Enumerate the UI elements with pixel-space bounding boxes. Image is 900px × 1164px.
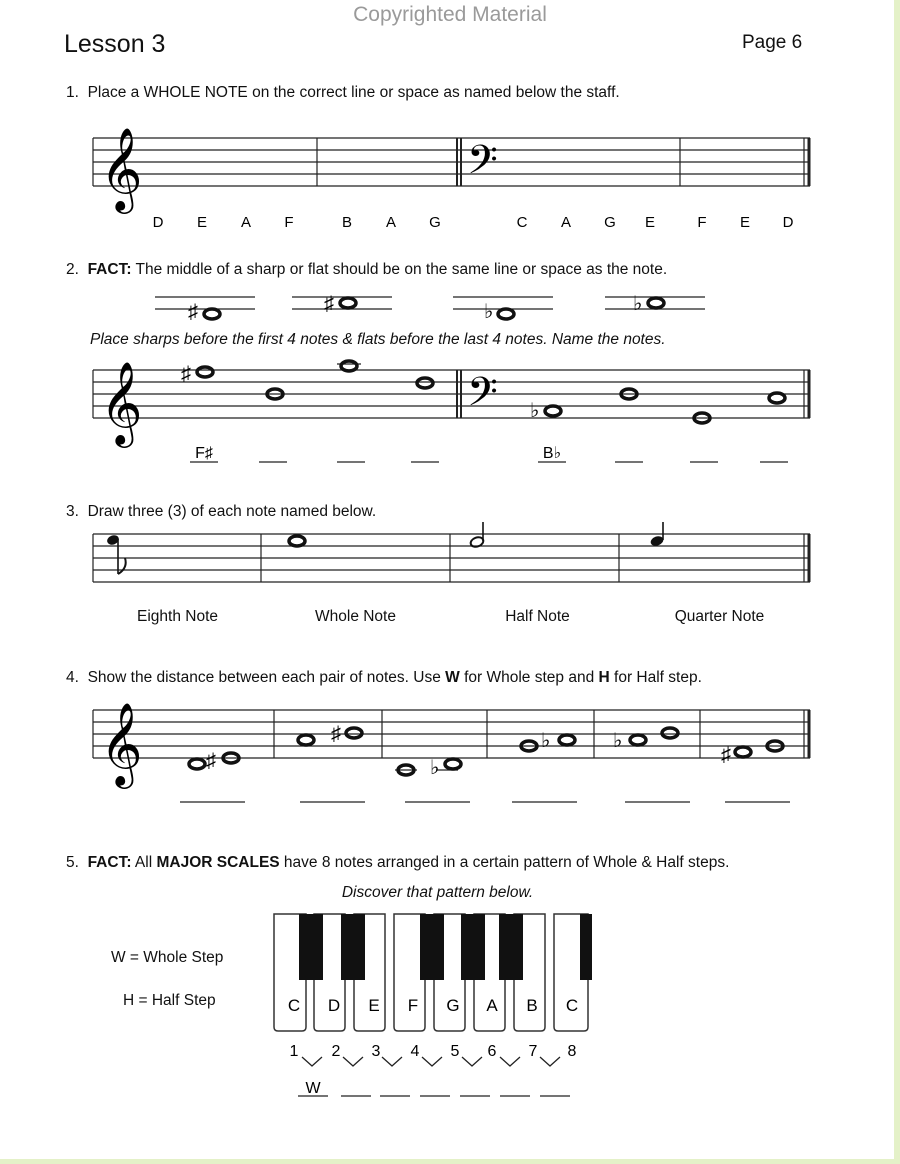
q2-instruction: Place sharps before the first 4 notes & flats before the last 4 notes. Name the notes. — [90, 331, 666, 348]
black-key[interactable] — [299, 914, 323, 980]
quarter-note-icon — [649, 522, 664, 547]
eighth-note-icon — [106, 534, 126, 574]
black-key[interactable] — [341, 914, 365, 980]
q5-text-b: have 8 notes arranged in a certain pattern of Whole & Half steps. — [279, 854, 730, 871]
q3-number: 3. — [66, 503, 79, 520]
scale-degree: 2 — [331, 1043, 341, 1060]
flat-icon: ♭ — [430, 757, 440, 779]
piano-keyboard[interactable] — [268, 910, 603, 1100]
black-key[interactable] — [580, 914, 592, 980]
black-key[interactable] — [499, 914, 523, 980]
q1-letter: E — [644, 214, 656, 231]
q4-staff[interactable] — [85, 695, 820, 810]
flat-icon: ♭ — [530, 400, 540, 422]
q2-fact-label: FACT: — [87, 261, 132, 278]
sharp-icon: ♯ — [721, 744, 731, 766]
flat-icon: ♭ — [541, 730, 551, 752]
q3-instruction — [66, 503, 376, 521]
q1-letter: A — [560, 214, 572, 231]
whole-note-icon — [289, 536, 305, 546]
key-label: A — [486, 996, 498, 1015]
page-edge — [894, 0, 900, 1164]
key-label: F — [407, 996, 419, 1015]
q1-number: 1. — [66, 84, 79, 101]
q2-fact-text: The middle of a sharp or flat should be on the same line or space as the note. — [135, 261, 668, 278]
sharp-icon: ♯ — [331, 723, 341, 745]
q3-text: Draw three (3) of each note named below. — [87, 503, 377, 520]
q4-instruction — [66, 669, 702, 687]
page-edge-bottom — [0, 1159, 900, 1164]
step-marker — [422, 1057, 442, 1066]
q1-letter: E — [196, 214, 208, 231]
q1-letter: C — [516, 214, 528, 231]
q1-letter: G — [604, 214, 616, 231]
sharp-icon: ♯ — [181, 363, 191, 385]
q1-staff[interactable] — [85, 105, 820, 235]
q4-h: H — [598, 669, 610, 686]
q1-letter: A — [240, 214, 252, 231]
scale-degree: 3 — [371, 1043, 381, 1060]
flat-icon: ♭ — [633, 293, 643, 315]
copyright-watermark: Copyrighted Material — [353, 3, 547, 26]
q1-letter: B — [341, 214, 353, 231]
q1-letter: A — [385, 214, 397, 231]
black-key[interactable] — [420, 914, 444, 980]
q3-whole-label: Whole Note — [315, 608, 396, 625]
treble-clef-icon: 𝄞 — [100, 129, 143, 209]
sharp-icon: ♯ — [206, 750, 216, 772]
key-label: C — [287, 996, 301, 1015]
lesson-title: Lesson 3 — [64, 30, 166, 58]
q3-staff[interactable] — [85, 522, 820, 597]
sharp-icon: ♯ — [188, 301, 198, 323]
accidental-examples — [150, 282, 710, 327]
scale-degree: 8 — [567, 1043, 577, 1060]
q4-text-a: Show the distance between each pair of notes. Use — [87, 669, 446, 686]
q4-text-c: for Half step. — [609, 669, 702, 686]
q2-answer-example: F♯ — [195, 445, 213, 462]
q1-text: Place a WHOLE NOTE on the correct line or space as named below the staff. — [87, 84, 620, 101]
key-label: C — [565, 996, 579, 1015]
q4-w: W — [445, 669, 460, 686]
key-label: G — [446, 996, 460, 1015]
q5-fact — [66, 854, 729, 872]
q3-eighth-label: Eighth Note — [137, 608, 218, 625]
q5-subtitle: Discover that pattern below. — [341, 884, 534, 901]
treble-clef-icon: 𝄞 — [100, 704, 143, 784]
q1-letter: D — [782, 214, 794, 231]
scale-degree: 6 — [487, 1043, 497, 1060]
treble-clef-icon: 𝄞 — [100, 363, 143, 443]
key-label: D — [327, 996, 341, 1015]
key-label: E — [368, 996, 380, 1015]
scale-degree: 7 — [528, 1043, 538, 1060]
q4-text-b: for Whole step and — [459, 669, 599, 686]
step-marker — [500, 1057, 520, 1066]
q3-quarter-label: Quarter Note — [674, 608, 765, 625]
scale-degree: 1 — [289, 1043, 299, 1060]
q5-major-scales: MAJOR SCALES — [156, 854, 280, 871]
half-note-icon — [469, 522, 484, 548]
step-marker — [540, 1057, 560, 1066]
flat-icon: ♭ — [484, 301, 494, 323]
q1-letter: D — [152, 214, 164, 231]
q2-answer-example: B♭ — [542, 445, 562, 462]
q1-letter: F — [284, 214, 294, 231]
flat-icon: ♭ — [613, 730, 623, 752]
q5-answer-example: W — [305, 1080, 321, 1097]
legend-whole-step: W = Whole Step — [111, 949, 224, 966]
key-label: B — [526, 996, 538, 1015]
q1-letter: E — [739, 214, 751, 231]
q1-letter: F — [697, 214, 707, 231]
scale-degree: 5 — [450, 1043, 460, 1060]
q1-instruction — [66, 84, 620, 102]
q5-fact-label: FACT: — [87, 854, 132, 871]
scale-degree: 4 — [410, 1043, 420, 1060]
bass-clef-icon: 𝄢 — [467, 371, 498, 424]
q4-number: 4. — [66, 669, 79, 686]
q3-half-label: Half Note — [505, 608, 570, 625]
q2-staff[interactable] — [85, 352, 820, 472]
q2-number: 2. — [66, 261, 79, 278]
bass-clef-icon: 𝄢 — [467, 139, 498, 192]
q5-text-a: All — [131, 854, 157, 871]
q1-letter: G — [429, 214, 441, 231]
page-number: Page 6 — [742, 32, 803, 53]
step-marker — [382, 1057, 402, 1066]
q2-fact — [66, 261, 667, 279]
step-marker — [462, 1057, 482, 1066]
legend-half-step: H = Half Step — [123, 992, 216, 1009]
black-key[interactable] — [461, 914, 485, 980]
q5-number: 5. — [66, 854, 79, 871]
sharp-icon: ♯ — [324, 293, 334, 315]
step-marker — [343, 1057, 363, 1066]
step-marker — [302, 1057, 322, 1066]
